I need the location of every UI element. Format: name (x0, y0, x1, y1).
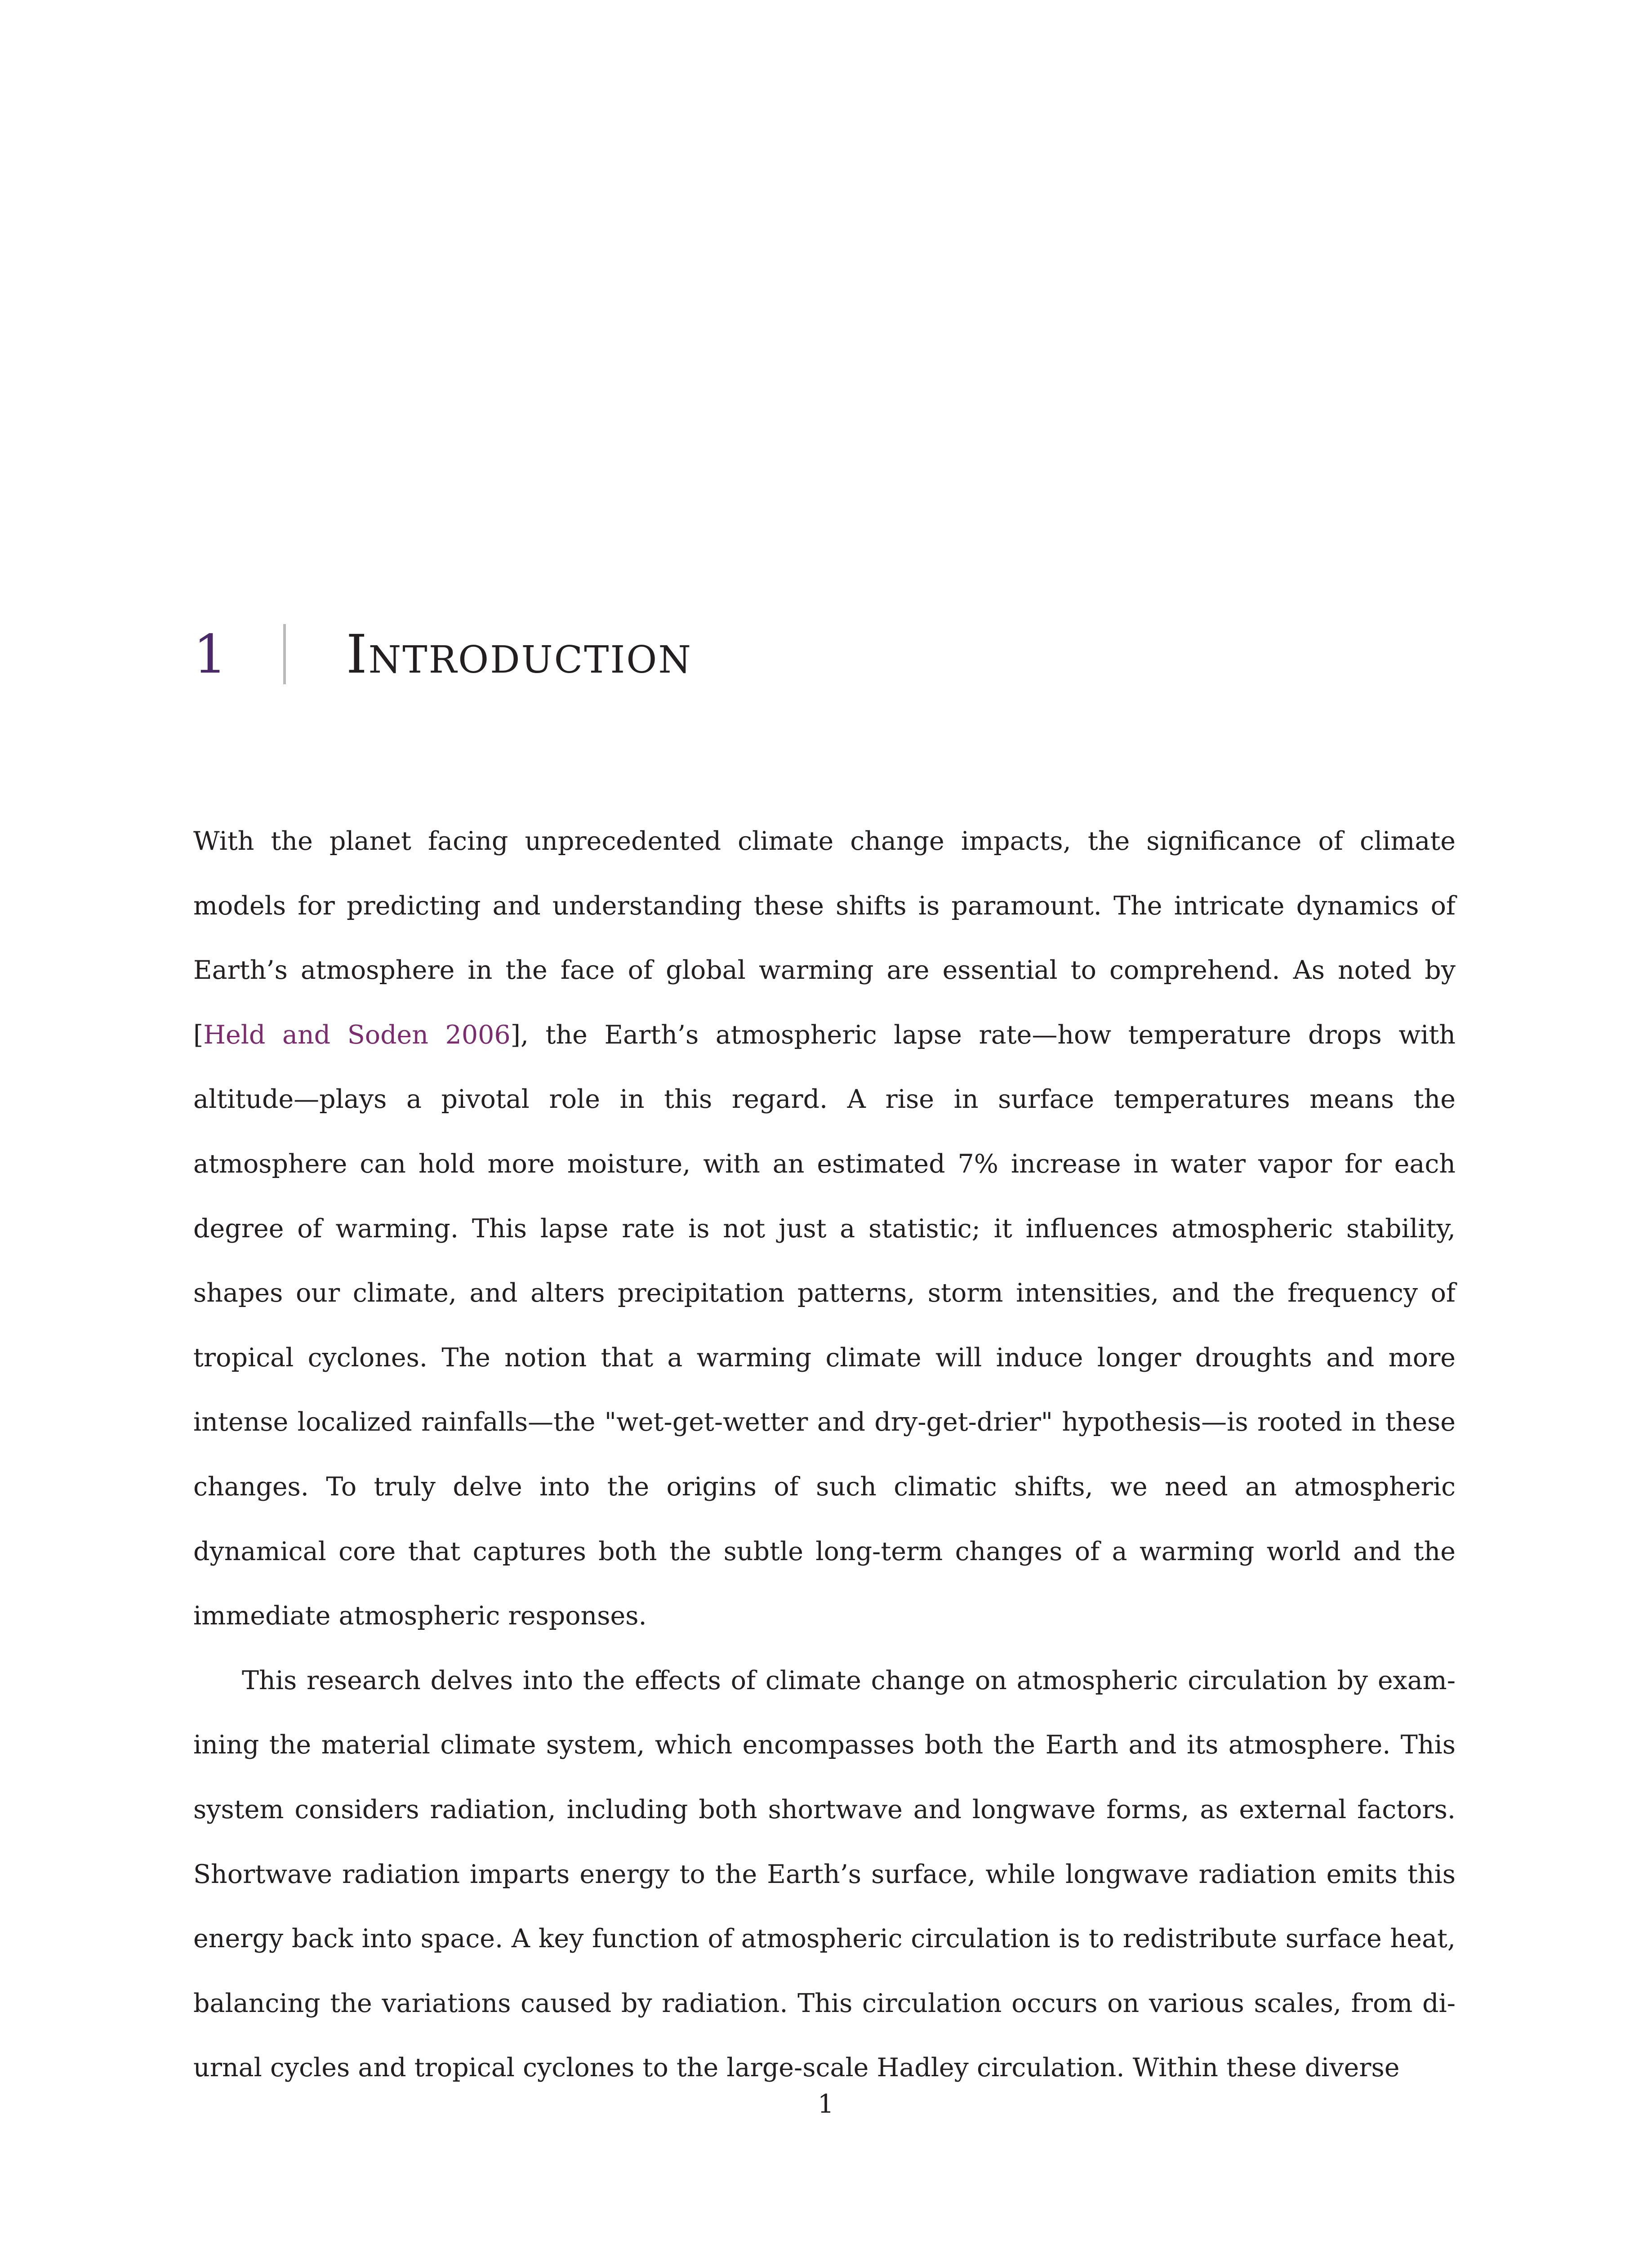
chapter-title: Introduction (346, 623, 692, 685)
body-text (193, 809, 1456, 2101)
chapter-divider (283, 624, 286, 684)
paragraph-2: This research delves into the effects of climate change on atmospheric circulation by examining the material climate system, which encompasses both the Earth and its atmosphere. This system considers radiation, including both shortwave and longwave forms, as external factors. Shortwave radiation imparts energy to the Earth’s surface, while longwave radiation emits this energy back into space. A key function of atmospheric circulation is to redistribute surface heat, balancing the variations caused by radiation. This circulation occurs on various scales, from diurnal cycles and tropical cyclones to the large-scale Hadley circulation. Within these diverse (193, 1665, 1456, 2083)
paragraph-1-text-a: With the planet facing unprecedented climate change impacts, the significance of climate models for predicting and understanding these shifts is paramount. The intricate dynamics of Earth’s atmosphere in the face of global warming are essential to comprehend. As noted by [ (193, 826, 1456, 1050)
page-number: 1 (817, 2089, 834, 2119)
paragraph-1 (193, 809, 1456, 1649)
paragraph-1-text-b: ], the Earth’s atmospheric lapse rate—how temperature drops with altitude—plays a pivotal role in this regard. A rise in surface temperatures means the atmosphere can hold more moisture, with an estimated 7% increase in water vapor for each degree of warming. This lapse rate is not just a statistic; it influences atmospheric stability, shapes our climate, and alters precipitation patterns, storm intensities, and the frequency of tropical cyclones. The notion that a warming climate will induce longer droughts and more intense localized rainfalls—the "wet-get-wetter and dry-get-drier" hypothesis—is rooted in these changes. To truly delve into the origins of such climatic shifts, we need an atmospheric dynamical core that captures both the subtle long-term changes of a warming world and the immediate atmospheric responses. (193, 1020, 1456, 1631)
chapter-heading (193, 616, 1452, 692)
chapter-number: 1 (193, 623, 227, 685)
citation-link[interactable]: Held and Soden 2006 (203, 1020, 511, 1050)
